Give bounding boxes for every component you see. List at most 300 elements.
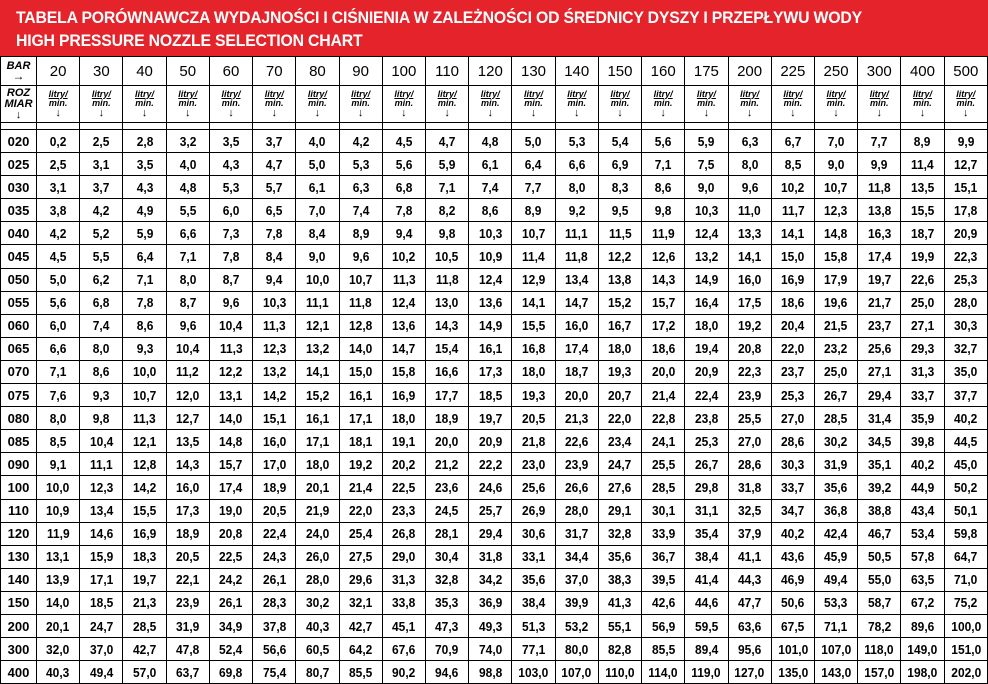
title-polish: TABELA PORÓWNAWCZA WYDAJNOŚCI I CIŚNIENIA W ZALEŻNOŚCI OD ŚREDNICY DYSZY I PRZEPŁYWU WODY (16, 8, 862, 27)
flow-value: 32,8 (435, 572, 459, 588)
flow-value: 13,2 (305, 341, 330, 357)
flow-value: 33,7 (910, 387, 935, 403)
flow-value-cell (728, 199, 771, 222)
flow-value-cell (512, 153, 555, 176)
flow-value-cell (37, 453, 80, 476)
pressure-header-cell: 30 (80, 57, 123, 86)
flow-value: 18,7 (565, 364, 589, 380)
flow-value: 6,6 (49, 341, 67, 357)
flow-value: 42,7 (348, 618, 373, 634)
flow-value: 28,1 (435, 526, 459, 542)
flow-value: 26,7 (694, 456, 719, 472)
flow-value: 71,1 (824, 618, 848, 634)
corner-bar-cell (1, 57, 37, 86)
flow-value: 24,0 (305, 526, 330, 542)
arrow-down-icon: ↓ (703, 106, 710, 119)
unit-line2: min. (351, 97, 370, 108)
flow-value-cell (469, 407, 512, 430)
flow-value-cell (512, 245, 555, 268)
flow-value: 9,0 (827, 156, 845, 172)
flow-value: 31,9 (824, 456, 848, 472)
flow-value-cell (382, 314, 425, 337)
flow-value-cell (858, 453, 901, 476)
unit-header-cell (512, 86, 555, 123)
flow-value: 21,9 (305, 503, 330, 519)
flow-value-cell (728, 291, 771, 314)
flow-value-cell (771, 245, 814, 268)
flow-value-cell (728, 384, 771, 407)
flow-value-cell (858, 384, 901, 407)
flow-value-cell (555, 499, 598, 522)
unit-line2: min. (48, 97, 68, 108)
flow-value-cell (814, 222, 857, 245)
flow-value: 198,0 (907, 664, 938, 680)
title-english: HIGH PRESSURE NOZZLE SELECTION CHART (16, 31, 363, 50)
flow-value-cell (469, 384, 512, 407)
flow-value: 35,1 (867, 456, 891, 472)
unit-line2: min. (870, 97, 889, 108)
flow-value: 38,4 (521, 595, 546, 611)
flow-value: 16,6 (435, 364, 459, 380)
flow-value-cell (123, 638, 166, 661)
flow-value-cell (37, 360, 80, 383)
flow-value: 14,8 (824, 225, 848, 241)
flow-value: 12,3 (89, 479, 113, 495)
flow-value: 4,5 (395, 133, 413, 149)
unit-line2: min. (221, 97, 241, 108)
flow-value: 4,2 (49, 225, 67, 241)
flow-value: 8,2 (438, 202, 456, 218)
arrow-down-icon: ↓ (314, 106, 321, 119)
flow-value-cell (80, 453, 123, 476)
nozzle-size-cell: 400 (1, 661, 37, 684)
flow-value: 3,2 (179, 133, 197, 149)
unit-header-cell (253, 86, 296, 123)
flow-value: 12,1 (132, 433, 157, 449)
nozzle-size-cell: 035 (1, 199, 37, 222)
flow-value-cell (555, 591, 598, 614)
flow-value: 67,2 (910, 595, 935, 611)
unit-line2: min. (178, 97, 198, 108)
flow-value-cell (425, 661, 468, 684)
flow-value: 2,8 (136, 133, 153, 149)
pressure-header-cell: 300 (858, 57, 901, 86)
flow-value-cell (253, 153, 296, 176)
flow-value-cell (296, 314, 339, 337)
flow-value: 9,9 (870, 156, 888, 172)
flow-value: 33,8 (392, 595, 416, 611)
flow-value: 20,5 (176, 549, 200, 565)
flow-value-cell (469, 430, 512, 453)
arrow-down-icon: ↓ (185, 106, 191, 119)
flow-value-cell (598, 499, 641, 522)
flow-value-cell (209, 661, 252, 684)
flow-value-cell (598, 337, 641, 360)
flow-value: 28,0 (954, 295, 978, 311)
flow-value: 14,2 (262, 387, 286, 403)
flow-value-cell (253, 568, 296, 591)
flow-value-cell (80, 384, 123, 407)
flow-value: 64,7 (954, 549, 978, 565)
flow-value: 18,9 (435, 410, 459, 426)
flow-value-cell (209, 407, 252, 430)
unit-line2: min. (913, 97, 932, 108)
unit-header-cell (123, 86, 166, 123)
flow-value: 10,2 (392, 249, 416, 265)
flow-value: 12,7 (954, 156, 978, 172)
flow-value: 23,6 (435, 479, 459, 495)
flow-value-cell (555, 614, 598, 637)
flow-value: 8,0 (741, 156, 758, 172)
flow-value: 3,7 (93, 179, 110, 195)
flow-value: 18,5 (89, 595, 113, 611)
flow-value-cell (858, 568, 901, 591)
flow-value-cell (382, 245, 425, 268)
flow-value-cell (382, 407, 425, 430)
flow-value: 10,0 (305, 272, 330, 288)
flow-value-cell (771, 360, 814, 383)
flow-value-cell (512, 476, 555, 499)
flow-value-cell (296, 638, 339, 661)
flow-value: 46,7 (867, 526, 891, 542)
flow-value-cell (771, 430, 814, 453)
flow-value-cell (512, 591, 555, 614)
flow-value: 19,2 (348, 456, 373, 472)
flow-value: 5,0 (49, 272, 67, 288)
unit-header-cell (858, 86, 901, 123)
flow-value: 34,5 (867, 433, 891, 449)
flow-value-cell (685, 291, 728, 314)
unit-line2: min. (697, 97, 716, 108)
flow-value-cell (37, 130, 80, 153)
flow-value: 53,4 (910, 526, 935, 542)
flow-value-cell (166, 384, 209, 407)
flow-value: 21,5 (824, 318, 848, 334)
flow-value-cell (771, 499, 814, 522)
flow-value: 8,0 (49, 410, 67, 426)
flow-value-cell (944, 638, 987, 661)
flow-value: 39,5 (651, 572, 675, 588)
flow-value-cell (901, 430, 944, 453)
flow-value: 22,0 (608, 410, 632, 426)
flow-value: 27,0 (737, 433, 762, 449)
flow-value: 202,0 (950, 664, 981, 680)
flow-value: 11,5 (608, 225, 632, 241)
flow-value-cell (253, 384, 296, 407)
flow-value-cell (512, 522, 555, 545)
flow-value: 21,3 (132, 595, 157, 611)
flow-value-cell (512, 291, 555, 314)
flow-value-cell (296, 153, 339, 176)
flow-value-cell (469, 222, 512, 245)
flow-value-cell (642, 384, 685, 407)
flow-value: 35,0 (954, 364, 978, 380)
flow-value-cell (685, 591, 728, 614)
flow-value: 7,7 (870, 133, 888, 149)
flow-value-cell (771, 222, 814, 245)
flow-value: 10,9 (478, 249, 502, 265)
bar-label: BAR (6, 60, 31, 72)
flow-value: 19,3 (608, 364, 632, 380)
flow-value-cell (598, 360, 641, 383)
arrow-down-icon: ↓ (660, 106, 666, 119)
flow-value: 9,0 (309, 249, 326, 265)
flow-value: 9,3 (136, 341, 153, 357)
flow-value: 24,7 (608, 456, 632, 472)
flow-value-cell (728, 499, 771, 522)
flow-value: 12,3 (824, 202, 848, 218)
flow-value-cell (296, 360, 339, 383)
flow-value-cell (425, 407, 468, 430)
flow-value-cell (944, 153, 987, 176)
flow-value-cell (166, 453, 209, 476)
unit-line1: litry/ (524, 88, 544, 99)
flow-value-cell (37, 384, 80, 407)
flow-value: 6,6 (179, 225, 197, 241)
unit-line1: litry/ (135, 88, 155, 99)
flow-value: 3,7 (265, 133, 283, 149)
nozzle-size-cell: 080 (1, 407, 37, 430)
flow-value-cell (166, 522, 209, 545)
flow-value-cell (80, 407, 123, 430)
flow-value: 60,5 (305, 641, 330, 657)
flow-value-cell (469, 638, 512, 661)
flow-value: 20,7 (608, 387, 632, 403)
flow-value-cell (382, 591, 425, 614)
flow-value-cell (166, 568, 209, 591)
flow-value-cell (858, 591, 901, 614)
flow-value: 12,2 (608, 249, 632, 265)
flow-value: 14,7 (392, 341, 416, 357)
unit-header-cell (80, 86, 123, 123)
flow-value: 9,5 (611, 202, 629, 218)
flow-value-cell (166, 291, 209, 314)
flow-value-cell (253, 337, 296, 360)
flow-value: 3,1 (93, 156, 110, 172)
flow-value-cell (37, 222, 80, 245)
arrow-down-icon: ↓ (401, 106, 407, 119)
flow-value: 16,9 (132, 526, 157, 542)
flow-value: 35,6 (824, 479, 848, 495)
flow-value: 10,4 (219, 318, 243, 334)
flow-value-cell (512, 176, 555, 199)
flow-value-cell (642, 614, 685, 637)
flow-value: 13,9 (46, 572, 70, 588)
flow-value-cell (901, 176, 944, 199)
flow-value: 27,6 (608, 479, 632, 495)
flow-value: 25,7 (478, 503, 502, 519)
flow-value-cell (123, 268, 166, 291)
flow-value-cell (901, 314, 944, 337)
flow-value-cell (685, 638, 728, 661)
flow-value-cell (425, 245, 468, 268)
flow-value-cell (858, 245, 901, 268)
flow-value: 35,9 (910, 410, 935, 426)
flow-value-cell (123, 199, 166, 222)
flow-value-cell (598, 453, 641, 476)
flow-value-cell (728, 453, 771, 476)
flow-value: 25,5 (737, 410, 762, 426)
flow-value: 52,4 (219, 641, 243, 657)
flow-value-cell (642, 591, 685, 614)
flow-value-cell (253, 314, 296, 337)
flow-value: 11,8 (867, 179, 891, 195)
flow-value: 5,0 (309, 156, 326, 172)
flow-value-cell (944, 499, 987, 522)
flow-value-cell (80, 130, 123, 153)
flow-value: 17,2 (651, 318, 675, 334)
flow-value-cell (469, 476, 512, 499)
nozzle-size-cell: 055 (1, 291, 37, 314)
flow-value-cell (728, 568, 771, 591)
flow-value-cell (642, 453, 685, 476)
flow-value-cell (37, 199, 80, 222)
flow-value-cell (512, 568, 555, 591)
flow-value-cell (771, 268, 814, 291)
flow-value-cell (37, 337, 80, 360)
flow-value: 22,6 (565, 433, 589, 449)
flow-value: 14,7 (565, 295, 589, 311)
unit-header-cell (425, 86, 468, 123)
flow-value-cell (80, 638, 123, 661)
nozzle-size-cell: 150 (1, 591, 37, 614)
unit-line1: litry/ (653, 88, 673, 99)
flow-value-cell (685, 176, 728, 199)
flow-value: 16,0 (176, 479, 200, 495)
flow-value-cell (512, 638, 555, 661)
table-row (1, 614, 988, 637)
flow-value: 17,8 (954, 202, 978, 218)
flow-value: 23,7 (781, 364, 805, 380)
flow-value-cell (425, 614, 468, 637)
flow-value: 47,7 (737, 595, 762, 611)
flow-value-cell (382, 568, 425, 591)
nozzle-size-cell: 025 (1, 153, 37, 176)
flow-value: 18,0 (392, 410, 416, 426)
nozzle-size-cell: 070 (1, 360, 37, 383)
flow-value-cell (901, 360, 944, 383)
flow-value-cell (512, 384, 555, 407)
flow-value: 8,5 (784, 156, 802, 172)
flow-value-cell (382, 661, 425, 684)
flow-value-cell (685, 337, 728, 360)
flow-value-cell (685, 407, 728, 430)
flow-value-cell (166, 430, 209, 453)
unit-line1: litry/ (610, 88, 630, 99)
unit-line2: min. (135, 97, 154, 108)
flow-value: 15,5 (132, 503, 157, 519)
flow-value: 16,9 (781, 272, 805, 288)
flow-value: 71,0 (954, 572, 978, 588)
flow-value: 39,9 (565, 595, 589, 611)
flow-value-cell (512, 407, 555, 430)
flow-value: 25,6 (521, 479, 546, 495)
flow-value: 23,8 (694, 410, 719, 426)
flow-value-cell (944, 268, 987, 291)
flow-value-cell (901, 499, 944, 522)
flow-value: 21,8 (521, 433, 546, 449)
flow-value: 15,0 (348, 364, 373, 380)
flow-value-cell (425, 591, 468, 614)
flow-value-cell (814, 337, 857, 360)
flow-value: 22,2 (478, 456, 502, 472)
flow-value: 5,6 (49, 295, 67, 311)
flow-value: 57,8 (910, 549, 935, 565)
flow-value-cell (642, 638, 685, 661)
flow-value: 12,1 (305, 318, 330, 334)
flow-value: 7,8 (265, 225, 283, 241)
flow-value: 33,1 (521, 549, 546, 565)
pressure-header-cell: 80 (296, 57, 339, 86)
table-row (1, 638, 988, 661)
flow-value: 10,4 (89, 433, 113, 449)
unit-line1: litry/ (567, 88, 587, 99)
flow-value-cell (642, 568, 685, 591)
pressure-header-cell: 40 (123, 57, 166, 86)
flow-value: 24,3 (262, 549, 286, 565)
flow-value-cell (469, 176, 512, 199)
flow-value: 43,4 (910, 503, 935, 519)
flow-value-cell (209, 245, 252, 268)
flow-value-cell (296, 176, 339, 199)
unit-line2: min. (826, 97, 846, 108)
table-row (1, 407, 988, 430)
flow-value: 9,9 (957, 133, 975, 149)
flow-value: 32,1 (348, 595, 373, 611)
flow-value-cell (814, 176, 857, 199)
flow-value: 17,3 (478, 364, 502, 380)
flow-value: 11,3 (219, 341, 243, 357)
flow-value: 9,6 (741, 179, 758, 195)
flow-value-cell (901, 661, 944, 684)
flow-value-cell (166, 176, 209, 199)
flow-value-cell (339, 453, 382, 476)
flow-value: 45,9 (824, 549, 848, 565)
flow-value-cell (598, 291, 641, 314)
flow-value: 55,0 (867, 572, 891, 588)
flow-value-cell (814, 407, 857, 430)
flow-value-cell (253, 268, 296, 291)
flow-value-cell (80, 199, 123, 222)
flow-value-cell (209, 153, 252, 176)
flow-value: 16,1 (348, 387, 373, 403)
flow-value-cell (555, 176, 598, 199)
unit-line1: litry/ (956, 88, 976, 99)
flow-value: 58,7 (867, 595, 891, 611)
flow-value-cell (123, 522, 166, 545)
flow-value: 14,3 (651, 272, 675, 288)
flow-value-cell (858, 661, 901, 684)
flow-value-cell (339, 499, 382, 522)
flow-value: 20,9 (954, 225, 978, 241)
flow-value: 10,9 (46, 503, 70, 519)
flow-value: 89,4 (694, 641, 719, 657)
flow-value-cell (339, 638, 382, 661)
flow-value: 12,4 (478, 272, 502, 288)
flow-value-cell (598, 661, 641, 684)
flow-value: 25,0 (910, 295, 935, 311)
flow-value: 9,8 (654, 202, 672, 218)
flow-value: 11,1 (90, 456, 113, 472)
unit-line2: min. (394, 97, 414, 108)
flow-value-cell (512, 199, 555, 222)
flow-value: 22,8 (651, 410, 675, 426)
flow-value: 18,3 (132, 549, 157, 565)
flow-value: 8,6 (136, 318, 153, 334)
flow-value-cell (382, 430, 425, 453)
nozzle-size-cell: 075 (1, 384, 37, 407)
flow-value-cell (469, 591, 512, 614)
